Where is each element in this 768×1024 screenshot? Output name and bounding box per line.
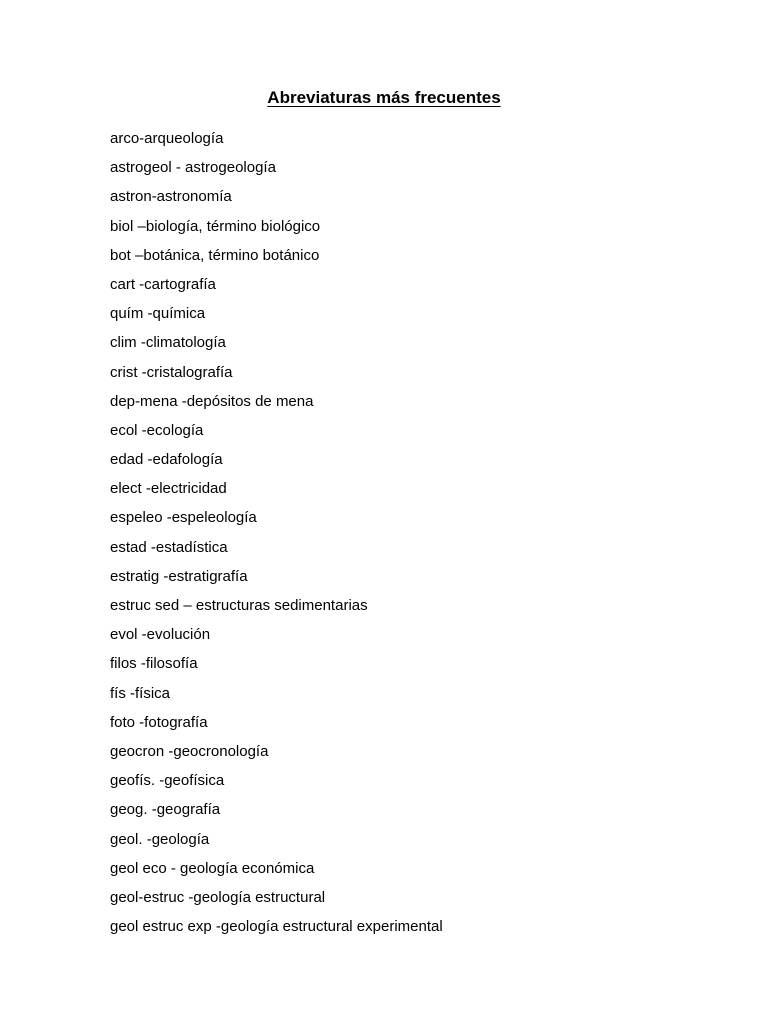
list-item: astron-astronomía [110,188,232,206]
list-item: cart -cartografía [110,275,216,293]
list-item: filos -filosofía [110,655,198,673]
list-item: geol. -geología [110,830,210,848]
list-item: foto -fotografía [110,713,208,731]
abbreviation-list [110,124,443,941]
list-item: geol eco - geología económica [110,859,315,877]
list-item: estad -estadística [110,538,228,556]
list-item: crist -cristalografía [110,363,233,381]
list-item: espeleo -espeleología [110,509,257,527]
list-item: elect -electricidad [110,480,227,498]
list-item: geog. -geografía [110,801,221,819]
list-item: ecol -ecología [110,421,204,439]
list-item: estratig -estratigrafía [110,567,248,585]
list-item: quím -química [110,305,206,323]
list-item: arco-arqueología [110,130,224,147]
list-item: clim -climatología [110,334,226,352]
list-item: geofís. -geofísica [110,772,225,790]
list-item: evol -evolución [110,626,211,644]
list-item: bot –botánica, término botánico [110,246,320,264]
list-item: geol estruc exp -geología estructural experimental [110,918,443,936]
list-item: fís -física [110,684,171,702]
list-item: edad -edafología [110,451,223,469]
list-item: geocron -geocronología [110,742,269,760]
list-item: biol –biología, término biológico [110,217,321,235]
list-item: dep-mena -depósitos de mena [110,392,314,410]
list-item: geol-estruc -geología estructural [110,888,326,906]
list-item: astrogeol - astrogeología [110,159,276,177]
page-title: Abreviaturas más frecuentes [267,88,501,107]
list-item: estruc sed – estructuras sedimentarias [110,597,368,614]
